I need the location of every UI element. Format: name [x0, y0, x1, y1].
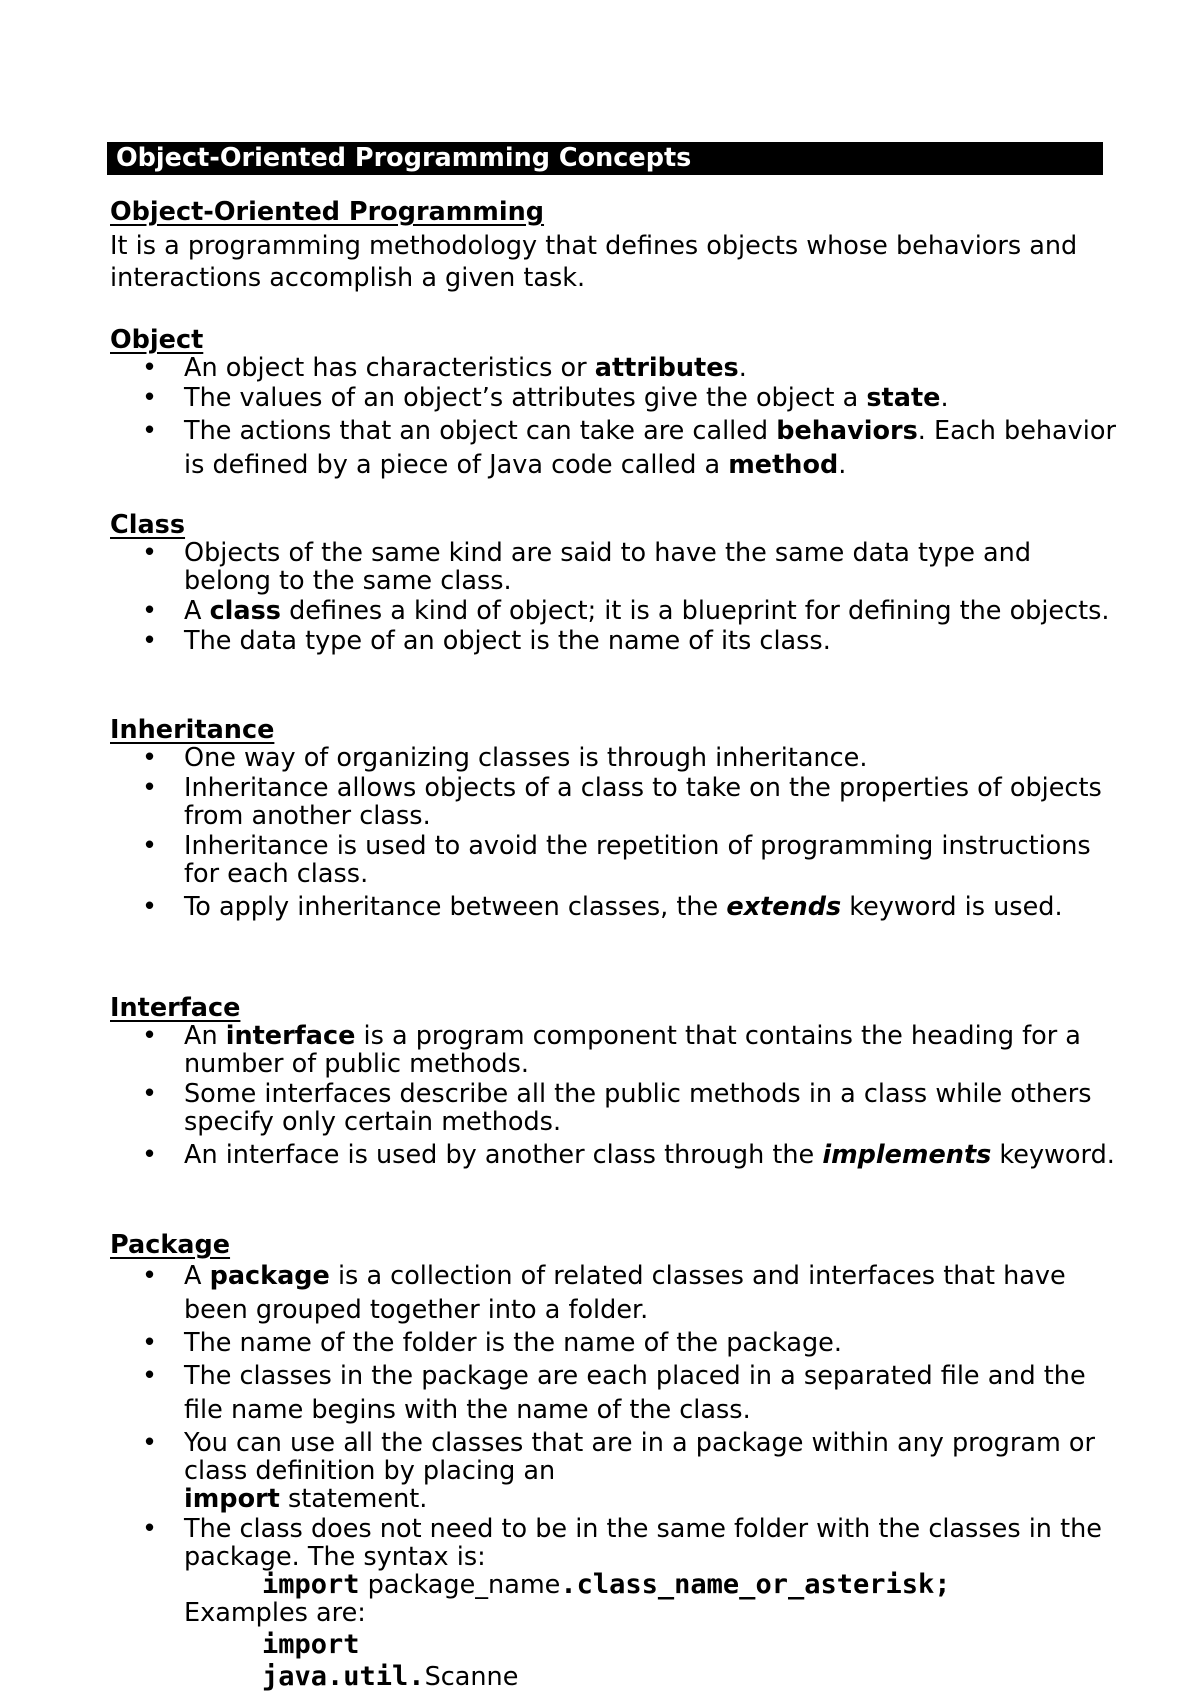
- bullet-list-inheritance: [110, 744, 1120, 924]
- bullet-list-interface: [110, 1022, 1120, 1172]
- list-item: • Inheritance allows objects of a class to take on the properties of objects from another class.: [110, 774, 1120, 830]
- list-item: • The classes in the package are each placed in a separated file and the file name begins with the name of the class.: [110, 1359, 1120, 1427]
- examples-label: Examples are:: [184, 1598, 366, 1628]
- list-item: • The data type of an object is the name of its class.: [110, 627, 1120, 655]
- syntax-line: import package_name.class_name_or_asterisk;: [262, 1569, 951, 1600]
- list-item: • A package is a collection of related classes and interfaces that have been grouped together into a folder.: [110, 1259, 1120, 1327]
- section-oop: [110, 198, 1120, 294]
- list-item: • Inheritance is used to avoid the repetition of programming instructions for each class.: [110, 832, 1120, 888]
- list-item: • A class defines a kind of object; it is a blueprint for defining the objects.: [110, 597, 1120, 625]
- section-class: [110, 511, 1120, 657]
- list-item: • An object has characteristics or attributes.: [110, 354, 1120, 382]
- section-heading-inheritance: Inheritance: [110, 715, 275, 745]
- section-heading-object: Object: [110, 325, 204, 355]
- bullet-list-object: [110, 354, 1120, 482]
- list-item: • You can use all the classes that are in a package within any program or class definition by placing an import statement.: [110, 1429, 1120, 1513]
- list-item: • The class does not need to be in the same folder with the classes in the package. The syntax is: import package_name.class_name_or_asterisk; Examples are: import java.util.Scanne: [110, 1515, 1120, 1691]
- list-item: • The values of an object’s attributes give the object a state.: [110, 384, 1120, 412]
- list-item: • Objects of the same kind are said to have the same data type and belong to the same class.: [110, 539, 1120, 595]
- document-title: Object-Oriented Programming Concepts: [116, 143, 692, 173]
- section-heading-package: Package: [110, 1230, 231, 1260]
- list-item: • The actions that an object can take are called behaviors. Each behavior is defined by a piece of Java code called a method.: [110, 414, 1120, 482]
- section-package: [110, 1231, 1120, 1693]
- section-interface: [110, 994, 1120, 1174]
- example-import-line: java.util.Scanne: [262, 1661, 519, 1692]
- document-title-bar: [107, 142, 1103, 175]
- bullet-list-class: [110, 539, 1120, 655]
- list-item: • Some interfaces describe all the public methods in a class while others specify only certain methods.: [110, 1080, 1120, 1136]
- list-item: • An interface is a program component that contains the heading for a number of public methods.: [110, 1022, 1120, 1078]
- section-heading-interface: Interface: [110, 993, 241, 1023]
- section-object: [110, 326, 1120, 484]
- list-item: • One way of organizing classes is through inheritance.: [110, 744, 1120, 772]
- bullet-list-package: [110, 1259, 1120, 1691]
- section-heading-oop: Object-Oriented Programming: [110, 197, 545, 227]
- list-item: • To apply inheritance between classes, the extends keyword is used.: [110, 890, 1120, 924]
- example-import-keyword: import: [262, 1629, 360, 1660]
- section-heading-class: Class: [110, 510, 186, 540]
- list-item: • The name of the folder is the name of the package.: [110, 1329, 1120, 1357]
- section-text-oop: It is a programming methodology that defines objects whose behaviors and interactions accomplish a given task.: [110, 231, 1078, 293]
- section-inheritance: [110, 716, 1120, 926]
- list-item: • An interface is used by another class through the implements keyword.: [110, 1138, 1120, 1172]
